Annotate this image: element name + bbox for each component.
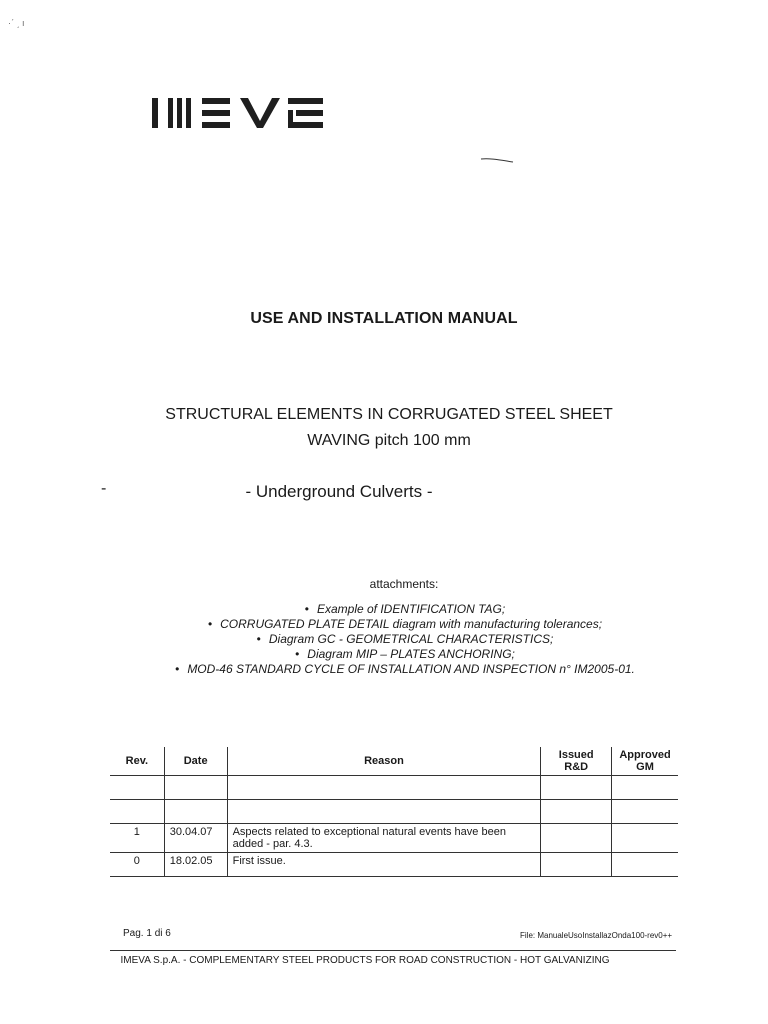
manual-title: USE AND INSTALLATION MANUAL — [250, 310, 518, 327]
table-row — [110, 824, 678, 853]
col-reason-header: Reason — [227, 747, 541, 776]
table-row — [110, 776, 678, 800]
cell-rev — [110, 776, 164, 800]
list-item — [0, 632, 768, 647]
list-item-text: Example of IDENTIFICATION TAG; — [316, 602, 506, 616]
approved-line-1: Approved — [619, 749, 671, 761]
cell-reason — [227, 776, 541, 800]
list-item — [0, 662, 768, 677]
table-row — [110, 800, 678, 824]
attachments-heading: attachments: — [369, 577, 439, 591]
list-item-text: Diagram GC - GEOMETRICAL CHARACTERISTICS; — [268, 632, 554, 646]
imeva-logo-icon — [150, 94, 330, 132]
cell-issued — [541, 853, 612, 877]
col-issued-header — [541, 747, 612, 776]
page-number: Pag. 1 di 6 — [123, 928, 171, 939]
cell-date: 30.04.07 — [164, 824, 227, 853]
scan-mark: ·ˊ ˏ ı — [8, 18, 25, 28]
cell-approved — [612, 853, 678, 877]
cell-reason: First issue. — [227, 853, 541, 877]
cell-approved — [612, 824, 678, 853]
cell-rev: 1 — [110, 824, 164, 853]
list-item-text: Diagram MIP – PLATES ANCHORING; — [307, 647, 515, 661]
cell-reason — [227, 800, 541, 824]
table-row — [110, 853, 678, 877]
file-name: File: ManualeUsoInstallazOnda100-rev0++ — [520, 931, 673, 940]
cell-rev: 0 — [110, 853, 164, 877]
footer-divider — [110, 950, 676, 951]
col-approved-header — [612, 747, 678, 776]
bullet-icon: • — [207, 617, 213, 631]
cell-date: 18.02.05 — [164, 853, 227, 877]
bullet-icon: • — [295, 647, 300, 661]
list-item — [0, 647, 768, 662]
attachments-list — [0, 602, 768, 677]
list-item-text: MOD-46 STANDARD CYCLE OF INSTALLATION AND INSPECTION n° IM2005-01. — [187, 662, 635, 676]
cell-approved — [612, 776, 678, 800]
list-item — [0, 602, 768, 617]
cell-issued — [541, 776, 612, 800]
col-rev-header: Rev. — [110, 747, 164, 776]
cell-issued — [541, 800, 612, 824]
revision-table — [110, 747, 678, 877]
cell-rev — [110, 800, 164, 824]
subtitle-line-2: WAVING pitch 100 mm — [307, 432, 471, 449]
list-item-text: CORRUGATED PLATE DETAIL diagram with manufacturing tolerances; — [220, 617, 603, 631]
manual-subtitle — [0, 402, 768, 454]
cell-approved — [612, 800, 678, 824]
cell-date — [164, 800, 227, 824]
list-item — [0, 617, 768, 632]
col-date-header: Date — [164, 747, 227, 776]
cell-date — [164, 776, 227, 800]
issued-line-2: R&D — [564, 761, 589, 773]
subtitle-line-1: STRUCTURAL ELEMENTS IN CORRUGATED STEEL SHEET — [165, 406, 613, 423]
bullet-icon: • — [175, 662, 180, 676]
issued-line-1: Issued — [558, 749, 594, 761]
culverts-title: - Underground Culverts - — [245, 482, 433, 501]
company-logo — [150, 94, 330, 132]
bullet-icon: • — [256, 632, 261, 646]
table-header-row — [110, 747, 678, 776]
company-footer: IMEVA S.p.A. - COMPLEMENTARY STEEL PRODUCTS FOR ROAD CONSTRUCTION - HOT GALVANIZING — [120, 955, 610, 966]
approved-line-2: GM — [636, 761, 654, 773]
cell-issued — [541, 824, 612, 853]
bullet-icon: • — [304, 602, 309, 616]
cell-reason: Aspects related to exceptional natural events have been added - par. 4.3. — [227, 824, 541, 853]
pen-stroke-mark — [480, 156, 514, 164]
margin-dash: - — [101, 480, 107, 497]
